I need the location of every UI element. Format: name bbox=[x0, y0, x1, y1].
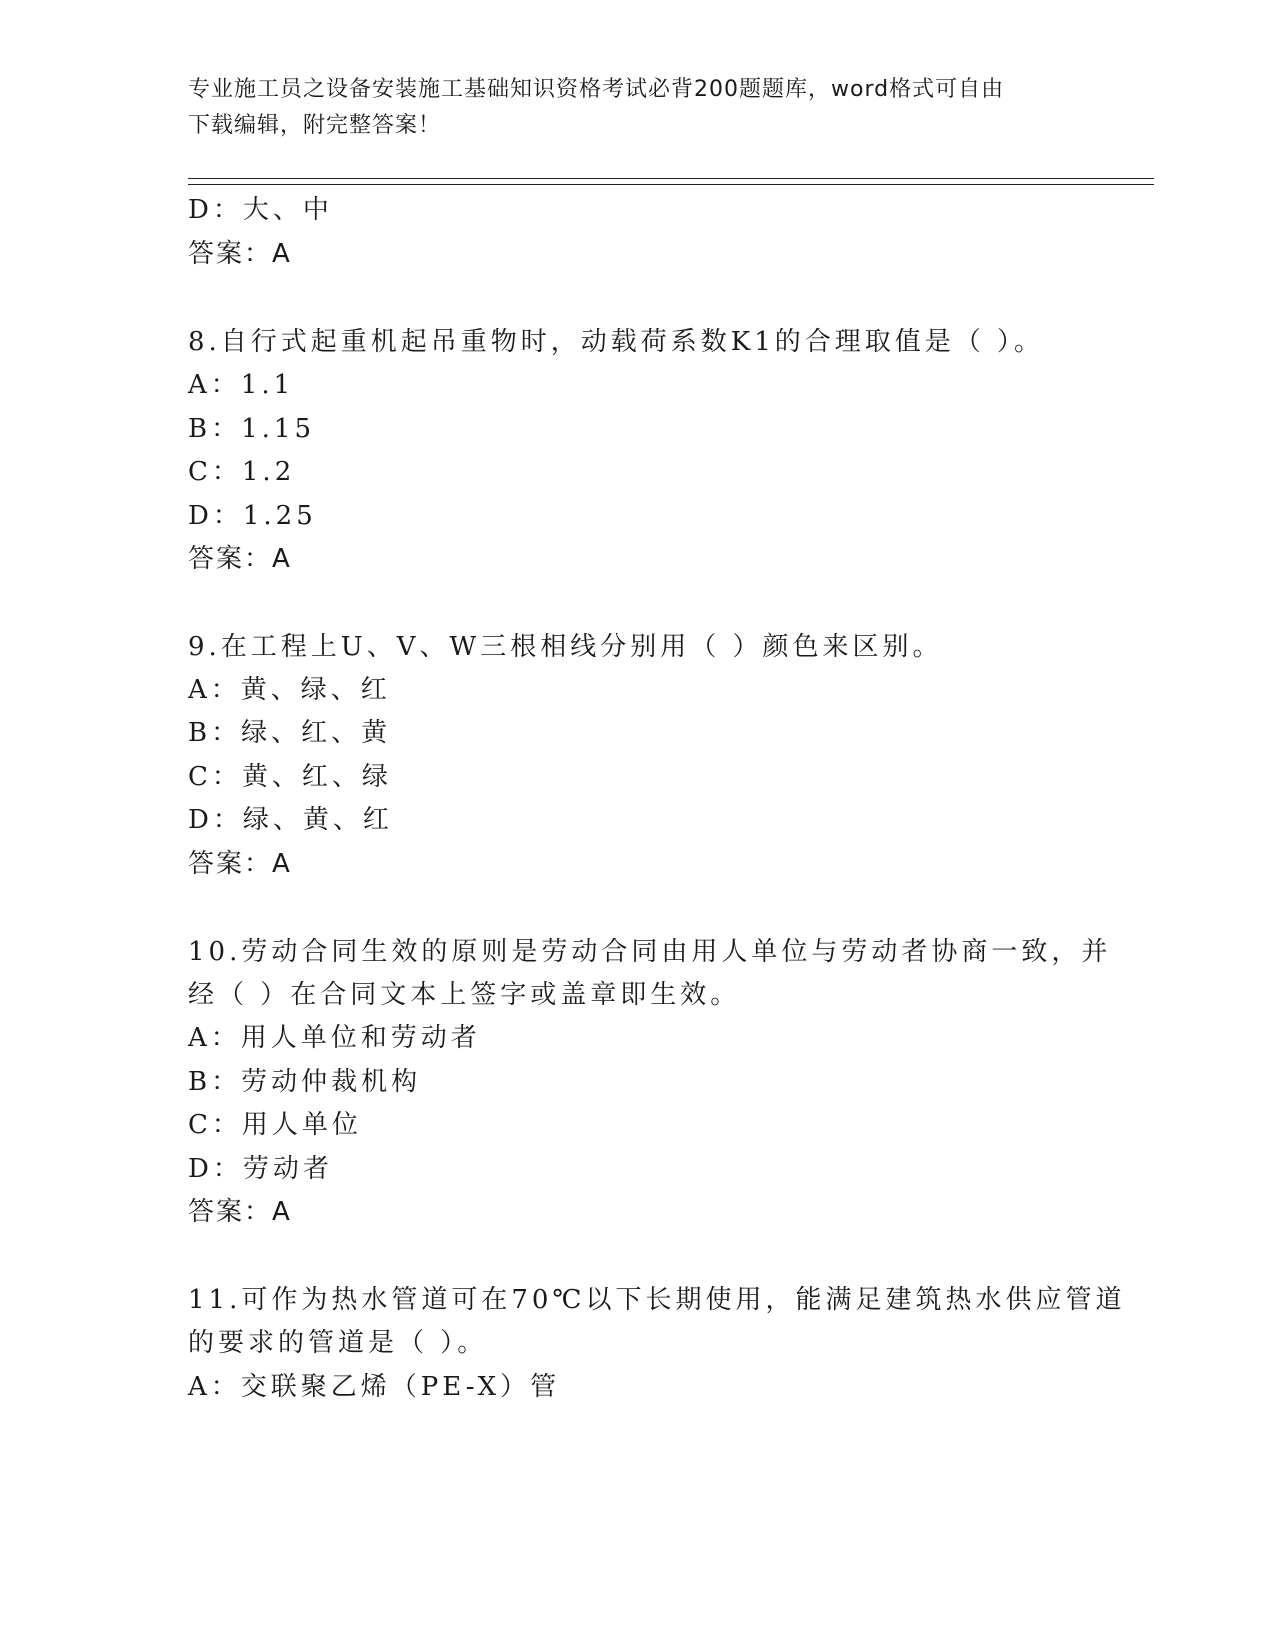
document-header bbox=[188, 72, 1088, 144]
answer: 答案：A bbox=[188, 239, 292, 269]
question-11-stem-line-1: 11.可作为热水管道可在70℃以下长期使用，能满足建筑热水供应管道 bbox=[188, 1285, 1126, 1315]
question-9-option-b: B：绿、红、黄 bbox=[188, 718, 392, 748]
header-rule-bottom bbox=[188, 184, 1154, 185]
question-9-option-d: D：绿、黄、红 bbox=[188, 805, 393, 835]
question-11-stem-line-2: 的要求的管道是（ ）。 bbox=[188, 1328, 488, 1358]
question-8-option-c: C：1.2 bbox=[188, 457, 296, 487]
question-8-option-b: B：1.15 bbox=[188, 414, 315, 444]
question-9-option-a: A：黄、绿、红 bbox=[188, 675, 391, 705]
question-10-answer: 答案：A bbox=[188, 1197, 292, 1227]
question-9-stem: 9.在工程上U、V、W三根相线分别用（ ）颜色来区别。 bbox=[188, 632, 943, 662]
question-10-option-b: B：劳动仲裁机构 bbox=[188, 1067, 422, 1097]
question-9-answer: 答案：A bbox=[188, 849, 292, 879]
question-11-option-a: A：交联聚乙烯（PE-X）管 bbox=[188, 1372, 561, 1402]
header-rule-top bbox=[188, 178, 1154, 179]
question-8-answer: 答案：A bbox=[188, 544, 292, 574]
question-10-stem-line-1: 10.劳动合同生效的原则是劳动合同由用人单位与劳动者协商一致，并 bbox=[188, 937, 1112, 967]
question-10-option-c: C：用人单位 bbox=[188, 1110, 362, 1140]
header-line-1: 专业施工员之设备安装施工基础知识资格考试必背200题题库，word格式可自由 bbox=[188, 77, 1005, 102]
option-d: D：大、中 bbox=[188, 195, 333, 225]
question-9-option-c: C：黄、红、绿 bbox=[188, 762, 392, 792]
question-8-option-d: D：1.25 bbox=[188, 501, 317, 531]
question-8-option-a: A：1.1 bbox=[188, 370, 295, 400]
question-8-stem: 8.自行式起重机起吊重物时，动载荷系数K1的合理取值是（ ）。 bbox=[188, 327, 1045, 357]
question-10-option-a: A：用人单位和劳动者 bbox=[188, 1023, 481, 1053]
header-line-2: 下载编辑，附完整答案！ bbox=[188, 113, 442, 138]
question-10-stem-line-2: 经（ ）在合同文本上签字或盖章即生效。 bbox=[188, 980, 741, 1010]
question-10-option-d: D：劳动者 bbox=[188, 1154, 333, 1184]
